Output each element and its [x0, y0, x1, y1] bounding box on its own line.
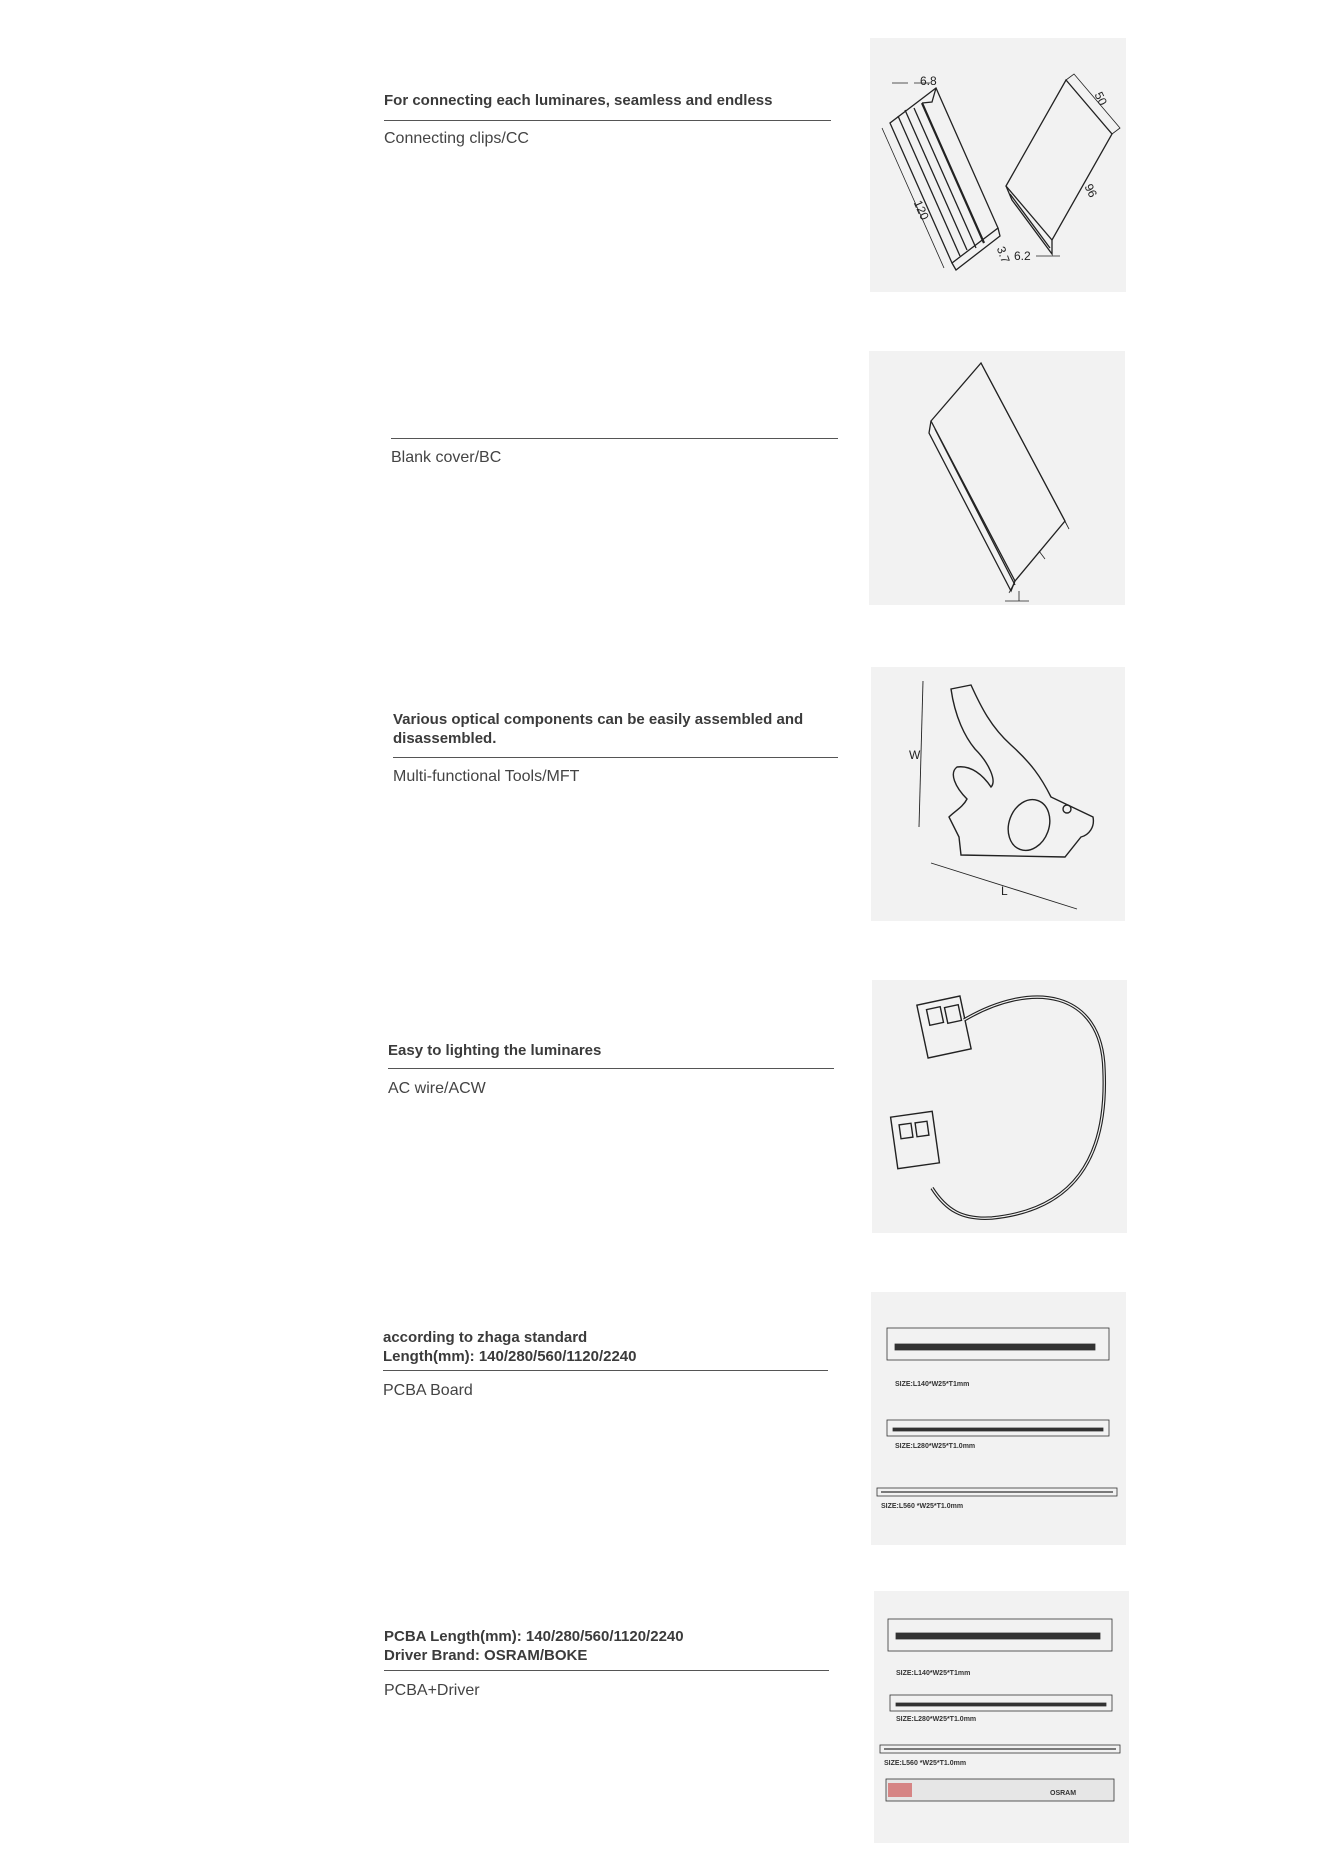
dim-label: L: [1001, 884, 1008, 898]
svg-text:SIZE:L280*W25*T1.0mm: SIZE:L280*W25*T1.0mm: [895, 1443, 976, 1450]
item-name: AC wire/ACW: [388, 1080, 486, 1097]
svg-text:SIZE:L560 *W25*T1.0mm: SIZE:L560 *W25*T1.0mm: [881, 1503, 964, 1510]
description-line: according to zhaga standard: [383, 1329, 588, 1346]
item-description: [384, 1627, 824, 1665]
item-name: Connecting clips/CC: [384, 130, 529, 147]
divider: [388, 1068, 834, 1069]
product-drawing-ac-wire: [872, 980, 1127, 1233]
item-name: PCBA+Driver: [384, 1682, 480, 1699]
svg-text:6.2: 6.2: [1014, 249, 1031, 263]
divider: [384, 120, 831, 121]
item-description: Easy to lighting the luminares: [388, 1042, 602, 1059]
item-name: PCBA Board: [383, 1382, 473, 1399]
description-line: Driver Brand: OSRAM/BOKE: [384, 1647, 588, 1664]
dim-label: 6.8: [920, 74, 937, 88]
product-drawing-blank-cover: [869, 351, 1125, 605]
svg-text:SIZE:L280*W25*T1.0mm: SIZE:L280*W25*T1.0mm: [896, 1716, 977, 1723]
svg-text:50: 50: [1091, 89, 1110, 108]
svg-text:OSRAM: OSRAM: [1050, 1790, 1077, 1797]
item-name: Blank cover/BC: [391, 449, 502, 466]
svg-text:SIZE:L140*W25*T1mm: SIZE:L140*W25*T1mm: [895, 1381, 970, 1388]
product-drawing-pcba-board: [871, 1292, 1126, 1545]
svg-text:120: 120: [910, 198, 932, 223]
product-drawing-connecting-clips: [870, 38, 1126, 292]
svg-text:96: 96: [1081, 181, 1100, 200]
svg-text:3.7: 3.7: [993, 244, 1013, 265]
dim-label: W: [909, 748, 921, 762]
divider: [383, 1370, 828, 1371]
item-description: Various optical components can be easily assembled and disassembled.: [393, 711, 804, 747]
svg-text:SIZE:L560 *W25*T1.0mm: SIZE:L560 *W25*T1.0mm: [884, 1760, 967, 1767]
divider: [393, 757, 838, 758]
divider: [391, 438, 838, 439]
item-description: [383, 1328, 823, 1366]
description-line: Length(mm): 140/280/560/1120/2240: [383, 1348, 637, 1365]
divider: [384, 1670, 829, 1671]
item-name: Multi-functional Tools/MFT: [393, 768, 580, 785]
svg-text:SIZE:L140*W25*T1mm: SIZE:L140*W25*T1mm: [896, 1670, 971, 1677]
product-drawing-pcba-driver: [874, 1591, 1129, 1843]
product-drawing-multi-functional-tool: [871, 667, 1125, 921]
description-line: PCBA Length(mm): 140/280/560/1120/2240: [384, 1628, 684, 1645]
item-description: For connecting each luminares, seamless and endless: [384, 92, 773, 109]
